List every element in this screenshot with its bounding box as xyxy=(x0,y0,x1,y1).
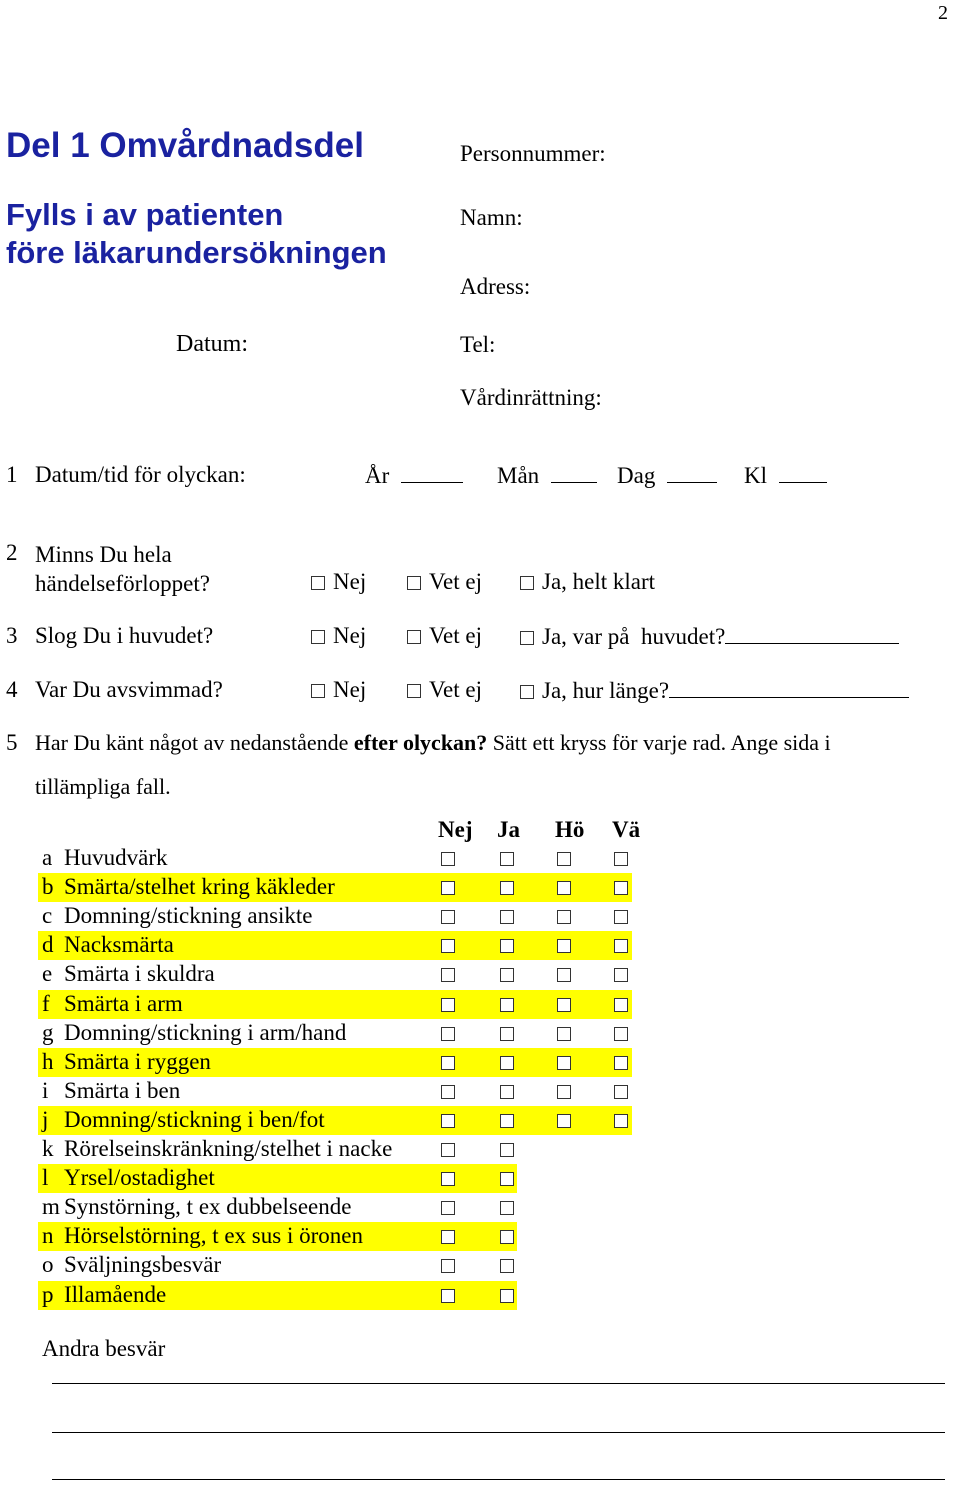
checkbox-ho[interactable] xyxy=(557,852,571,866)
q5-text-bold: efter olyckan? xyxy=(353,730,488,755)
form-title: Del 1 Omvårdnadsdel xyxy=(6,126,364,165)
other-complaints-line[interactable] xyxy=(52,1432,945,1433)
q1-year-field[interactable] xyxy=(365,462,463,489)
row-letter: f xyxy=(42,990,50,1016)
q1-time-label: Kl xyxy=(744,463,767,488)
checkbox-va[interactable] xyxy=(614,1114,628,1128)
checkbox-nej[interactable] xyxy=(441,939,455,953)
q4-text: Var Du avsvimmad? xyxy=(35,677,223,702)
q3-text: Slog Du i huvudet? xyxy=(35,623,214,648)
checkbox[interactable] xyxy=(407,630,421,644)
row-label: Smärta i ryggen xyxy=(64,1048,211,1074)
checkbox-va[interactable] xyxy=(614,852,628,866)
q2-text-line-1: Minns Du hela xyxy=(35,542,172,567)
field-tel[interactable]: Tel: xyxy=(460,332,496,357)
row-letter: a xyxy=(42,845,53,870)
row-letter: c xyxy=(42,903,53,929)
q3-option-nej[interactable] xyxy=(311,623,366,649)
checkbox-ja[interactable] xyxy=(500,1056,514,1070)
q1-year-blank[interactable] xyxy=(401,462,463,483)
checkbox-va[interactable] xyxy=(614,881,628,895)
checkbox-nej[interactable] xyxy=(441,1289,455,1303)
checkbox-ho[interactable] xyxy=(557,1114,571,1128)
checkbox-ja[interactable] xyxy=(500,998,514,1012)
checkbox-ja[interactable] xyxy=(500,1230,514,1244)
checkbox-ja[interactable] xyxy=(500,1085,514,1099)
option-label: Nej xyxy=(333,623,367,648)
row-letter: i xyxy=(42,1077,49,1103)
q1-number: 1 xyxy=(6,462,18,487)
row-label: Illamående xyxy=(64,1281,167,1307)
q1-day-blank[interactable] xyxy=(667,462,717,483)
row-letter: l xyxy=(42,1165,49,1191)
q5-number: 5 xyxy=(6,730,18,755)
checkbox-nej[interactable] xyxy=(441,881,455,895)
q2-text xyxy=(35,540,210,598)
checkbox-ja[interactable] xyxy=(500,1143,514,1157)
checkbox-ja[interactable] xyxy=(500,968,514,982)
row-label: Huvudvärk xyxy=(64,845,168,870)
row-label: Domning/stickning i arm/hand xyxy=(64,1019,347,1045)
row-label: Domning/stickning i ben/fot xyxy=(64,1106,325,1132)
col-header-va: Vä xyxy=(612,817,641,842)
row-label: Smärta i ben xyxy=(64,1077,181,1103)
date-label: Datum: xyxy=(176,331,248,357)
checkbox-ja[interactable] xyxy=(500,1172,514,1186)
checkbox[interactable] xyxy=(520,631,534,645)
field-namn[interactable]: Namn: xyxy=(460,205,523,230)
checkbox-ho[interactable] xyxy=(557,910,571,924)
checkbox[interactable] xyxy=(407,684,421,698)
option-label: Ja, helt klart xyxy=(542,569,656,594)
row-letter: d xyxy=(42,932,54,958)
checkbox-nej[interactable] xyxy=(441,852,455,866)
q4-option-vet-ej[interactable] xyxy=(407,677,482,703)
row-label: Sväljningsbesvär xyxy=(64,1252,222,1278)
checkbox-ja[interactable] xyxy=(500,881,514,895)
checkbox-nej[interactable] xyxy=(441,1143,455,1157)
checkbox-va[interactable] xyxy=(614,939,628,953)
q1-day-field[interactable] xyxy=(617,462,717,489)
row-label: Synstörning, t ex dubbelseende xyxy=(64,1194,352,1220)
option-label: Nej xyxy=(333,677,367,702)
row-label: Smärta i skuldra xyxy=(64,961,215,987)
option-label: Nej xyxy=(333,569,367,594)
q1-month-field[interactable] xyxy=(497,462,597,489)
q3-number: 3 xyxy=(6,623,18,648)
checkbox[interactable] xyxy=(407,576,421,590)
option-label: Ja, var på huvudet? xyxy=(542,624,726,649)
row-letter: m xyxy=(42,1194,60,1220)
row-letter: p xyxy=(42,1281,54,1307)
row-label: Smärta i arm xyxy=(64,990,183,1016)
checkbox-nej[interactable] xyxy=(441,998,455,1012)
q2-option-nej[interactable] xyxy=(311,569,366,595)
option-label: Vet ej xyxy=(429,569,483,594)
q1-day-label: Dag xyxy=(617,463,656,488)
row-letter: j xyxy=(42,1106,49,1132)
checkbox-ho[interactable] xyxy=(557,1056,571,1070)
checkbox-va[interactable] xyxy=(614,1056,628,1070)
row-letter: h xyxy=(42,1048,54,1074)
checkbox[interactable] xyxy=(311,630,325,644)
col-header-ho: Hö xyxy=(555,817,585,842)
checkbox-nej[interactable] xyxy=(441,1172,455,1186)
row-label: Rörelseinskränkning/stelhet i nacke xyxy=(64,1136,393,1161)
subtitle-line-1: Fylls i av patienten xyxy=(6,197,284,232)
checkbox[interactable] xyxy=(311,684,325,698)
checkbox-ja[interactable] xyxy=(500,939,514,953)
date-field[interactable] xyxy=(176,331,248,358)
row-letter: g xyxy=(42,1019,54,1045)
checkbox-ho[interactable] xyxy=(557,1027,571,1041)
field-adress[interactable]: Adress: xyxy=(460,274,531,299)
q1-year-label: År xyxy=(365,463,390,488)
page-number: 2 xyxy=(938,2,948,24)
field-personnummer[interactable]: Personnummer: xyxy=(460,141,606,166)
checkbox-va[interactable] xyxy=(614,1027,628,1041)
checkbox-ja[interactable] xyxy=(500,1114,514,1128)
checkbox-ho[interactable] xyxy=(557,939,571,953)
q1-month-label: Mån xyxy=(497,463,540,488)
q1-text: Datum/tid för olyckan: xyxy=(35,462,246,487)
row-label: Yrsel/ostadighet xyxy=(64,1165,215,1191)
checkbox-ho[interactable] xyxy=(557,968,571,982)
option-label: Vet ej xyxy=(429,623,483,648)
q5-text-b: Sätt ett kryss för varje rad. Ange sida i xyxy=(487,730,831,755)
other-complaints-line[interactable] xyxy=(52,1383,945,1384)
checkbox-nej[interactable] xyxy=(441,1201,455,1215)
checkbox-nej[interactable] xyxy=(441,1259,455,1273)
q2-option-vet-ej[interactable] xyxy=(407,569,482,595)
q3-answer-blank[interactable] xyxy=(725,623,899,644)
checkbox-nej[interactable] xyxy=(441,910,455,924)
checkbox-va[interactable] xyxy=(614,998,628,1012)
checkbox-nej[interactable] xyxy=(441,1056,455,1070)
checkbox-nej[interactable] xyxy=(441,1114,455,1128)
q4-option-ja[interactable] xyxy=(520,677,909,704)
checkbox[interactable] xyxy=(520,685,534,699)
checkbox-va[interactable] xyxy=(614,1085,628,1099)
other-complaints-line[interactable] xyxy=(52,1479,945,1480)
checkbox[interactable] xyxy=(520,576,534,590)
q3-option-vet-ej[interactable] xyxy=(407,623,482,649)
q2-number: 2 xyxy=(6,540,18,565)
q1-month-blank[interactable] xyxy=(551,462,597,483)
checkbox-ja[interactable] xyxy=(500,1201,514,1215)
row-label: Nacksmärta xyxy=(64,932,174,958)
checkbox-ho[interactable] xyxy=(557,881,571,895)
row-letter: k xyxy=(42,1136,54,1161)
q5-text xyxy=(35,730,831,756)
field-vardinrattning[interactable]: Vårdinrättning: xyxy=(460,385,602,410)
subtitle-line-2: före läkarundersökningen xyxy=(6,235,387,270)
row-label: Smärta/stelhet kring käkleder xyxy=(64,874,335,900)
row-letter: n xyxy=(42,1223,54,1249)
checkbox-ho[interactable] xyxy=(557,998,571,1012)
form-subtitle xyxy=(6,196,387,272)
q1-time-blank[interactable] xyxy=(779,462,827,483)
q2-option-ja[interactable] xyxy=(520,569,655,595)
checkbox-ho[interactable] xyxy=(557,1085,571,1099)
q3-option-ja[interactable] xyxy=(520,623,899,650)
checkbox-nej[interactable] xyxy=(441,1230,455,1244)
col-header-ja: Ja xyxy=(497,817,520,842)
q4-option-nej[interactable] xyxy=(311,677,366,703)
row-label: Domning/stickning ansikte xyxy=(64,903,313,929)
other-complaints-label: Andra besvär xyxy=(42,1336,166,1361)
option-label: Ja, hur länge? xyxy=(542,678,670,703)
q2-text-line-2: händelseförloppet? xyxy=(35,571,210,596)
checkbox-nej[interactable] xyxy=(441,968,455,982)
checkbox[interactable] xyxy=(311,576,325,590)
checkbox-ja[interactable] xyxy=(500,852,514,866)
checkbox-nej[interactable] xyxy=(441,1085,455,1099)
checkbox-ja[interactable] xyxy=(500,1027,514,1041)
row-label: Hörselstörning, t ex sus i öronen xyxy=(64,1223,363,1249)
checkbox-ja[interactable] xyxy=(500,1259,514,1273)
q5-text-a: Har Du känt något av nedanstående xyxy=(35,730,354,755)
checkbox-va[interactable] xyxy=(614,910,628,924)
checkbox-ja[interactable] xyxy=(500,910,514,924)
q1-time-field[interactable] xyxy=(744,462,827,489)
row-letter: b xyxy=(42,874,54,900)
q4-number: 4 xyxy=(6,677,18,702)
q4-answer-blank[interactable] xyxy=(669,677,909,698)
col-header-nej: Nej xyxy=(438,817,473,842)
row-letter: e xyxy=(42,961,53,987)
option-label: Vet ej xyxy=(429,677,483,702)
checkbox-nej[interactable] xyxy=(441,1027,455,1041)
checkbox-ja[interactable] xyxy=(500,1289,514,1303)
q5-text-line-2: tillämpliga fall. xyxy=(35,774,171,799)
checkbox-va[interactable] xyxy=(614,968,628,982)
row-letter: o xyxy=(42,1252,54,1278)
